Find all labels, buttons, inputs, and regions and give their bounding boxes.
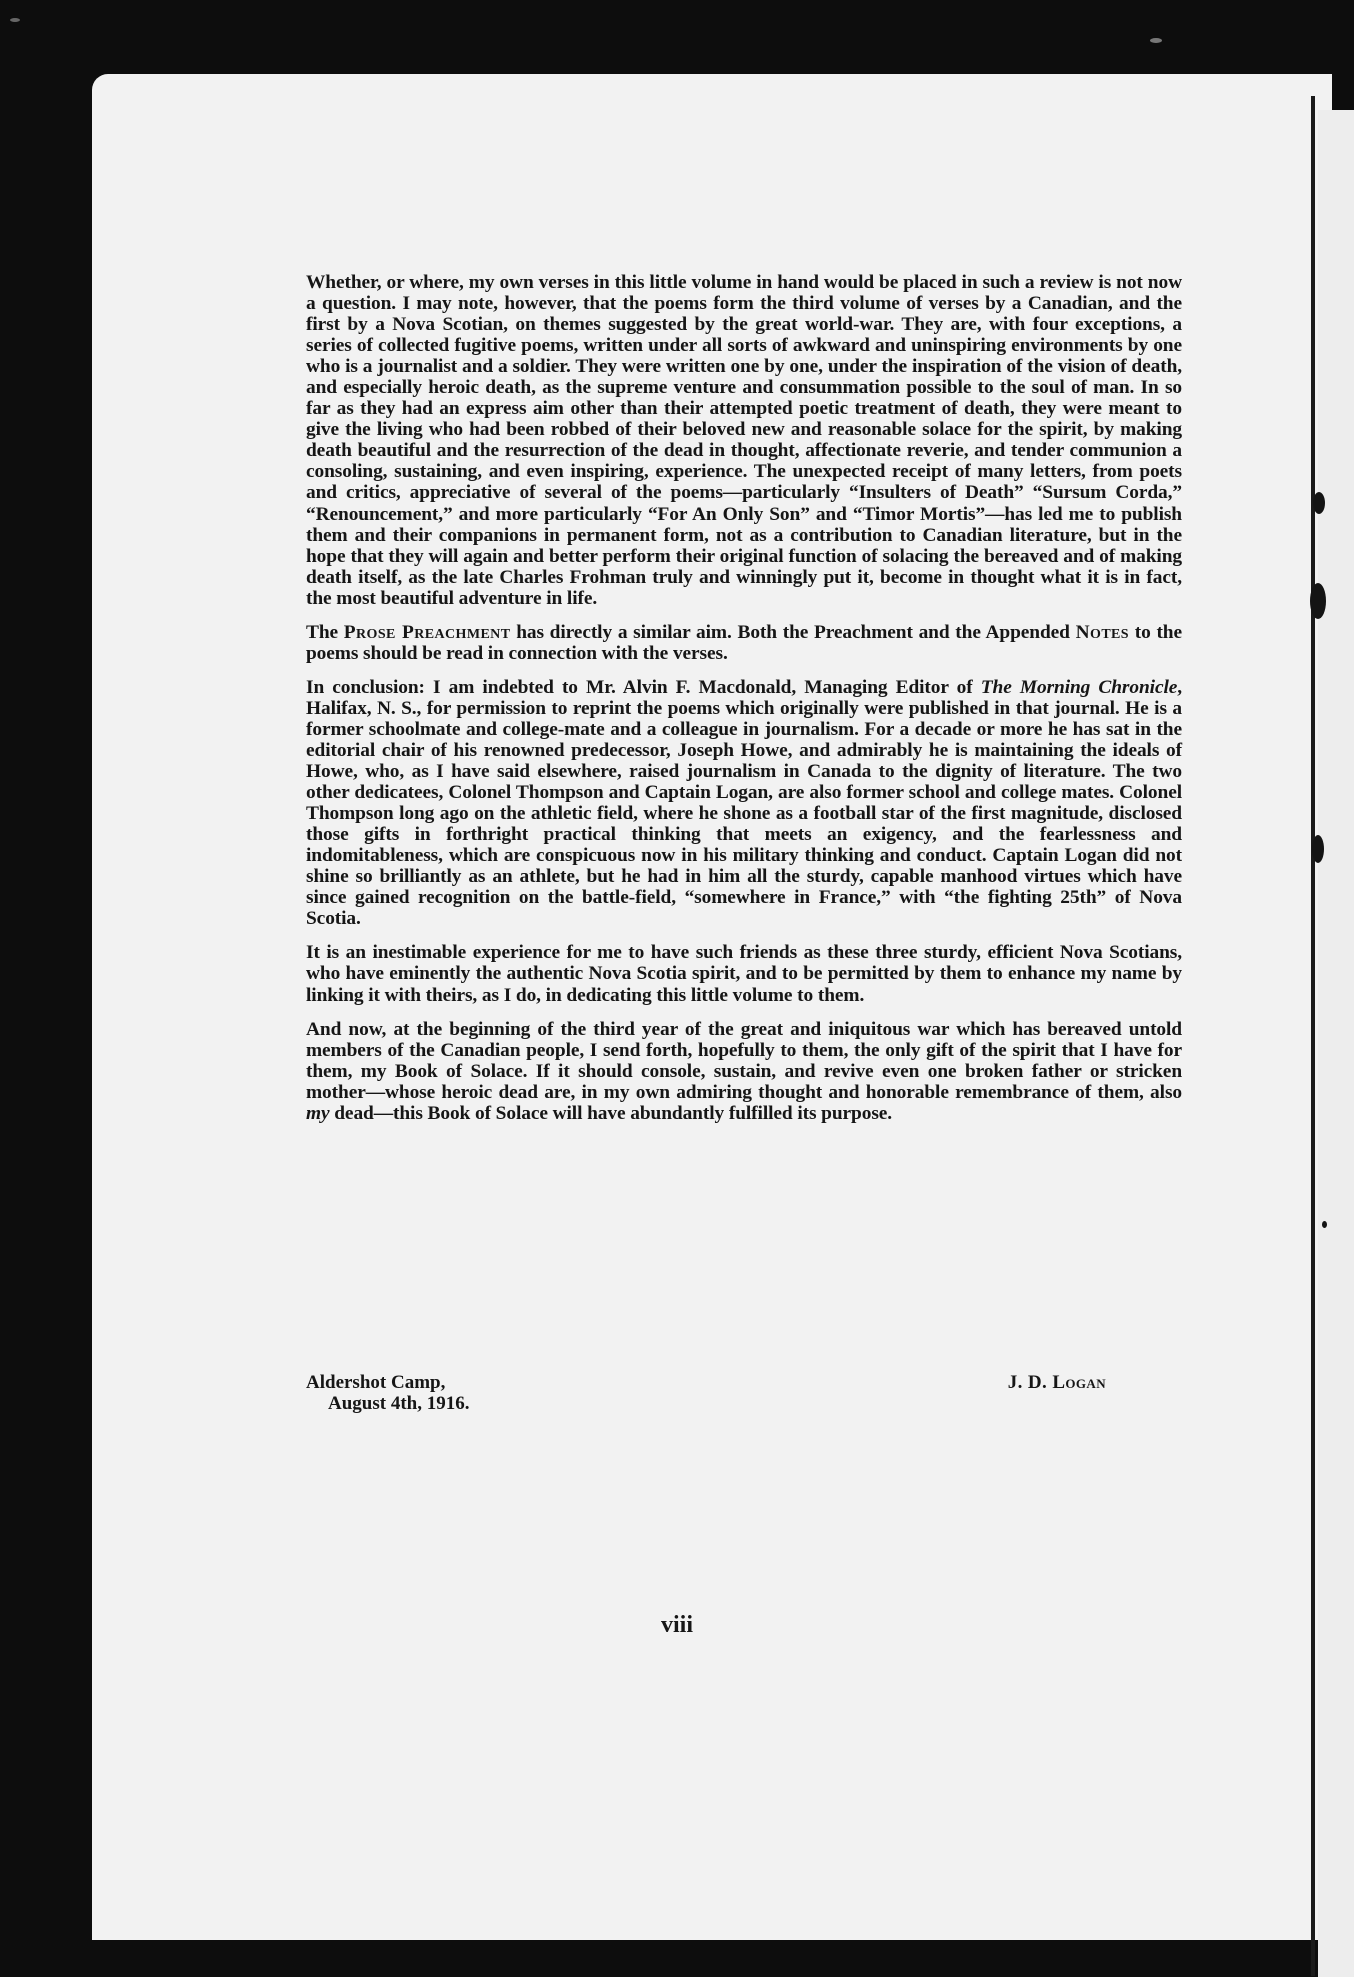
speck — [1150, 38, 1162, 43]
preface-text — [306, 272, 1182, 1124]
signature-place-date — [306, 1372, 469, 1414]
page-number: viii — [660, 1612, 693, 1638]
paragraph — [306, 622, 1182, 664]
italic-text: The Morning Chronicle — [980, 676, 1178, 698]
binding-hole-3 — [1312, 835, 1324, 863]
text-run: And now, at the beginning of the third year of the great and iniquitous war which has bereaved untold members of the Canadian people, I send forth, hopefully to them, the only gift of the spirit that I have for them, my Book of Solace. If it should console, sustain, and revive even one broken father or stricken mother—whose heroic dead are, in my own admiring thought and honorable remembrance of them, also — [306, 1018, 1182, 1103]
text-run: , Halifax, N. S., for permission to reprint the poems which originally were published in that journal. He is a former schoolmate and college-mate and a colleague in journalism. For a decade or more he has sat in the editorial chair of his renowned predecessor, Joseph Howe, and admirably he is maintaining the ideals of Howe, who, as I have said elsewhere, raised journalism in Canada to the dignity of literature. The two other dedicatees, Colonel Thompson and Captain Logan, are also former school and college mates. Colonel Thompson long ago on the athletic field, where he shone as a football star of the first magnitude, disclosed those gifts in forthright practical thinking that meets an exigency, and the fearlessness and indomitableness, which are conspicuous now in his military thinking and conduct. Captain Logan did not shine so brilliantly as an athlete, but he had in him all the sturdy, capable manhood virtues which have since gained recognition on the battle-field, “somewhere in France,” with “the fighting 25th” of Nova Scotia. — [306, 676, 1182, 930]
italic-text: my — [306, 1102, 330, 1124]
small-caps-text: Notes — [1075, 621, 1129, 643]
text-run: has directly a similar aim. Both the Preachment and the Appended — [510, 621, 1076, 643]
text-run: to the poems should be read in connection with the verses. — [306, 621, 1183, 664]
paragraph — [306, 1019, 1182, 1124]
text-run: It is an inestimable experience for me to have such friends as these three sturdy, efficient Nova Scotians, who have eminently the authentic Nova Scotia spirit, and to be permitted by them to enhance my name by linking it with theirs, as I do, in dedicating this little volume to them. — [306, 942, 1182, 1006]
text-run: The — [306, 621, 344, 643]
facing-page-edge — [1318, 110, 1354, 1977]
signature-author: J. D. Logan — [1007, 1372, 1106, 1393]
paragraph — [306, 272, 1182, 609]
paragraph — [306, 942, 1182, 1005]
binding-gutter — [1311, 96, 1315, 1976]
small-caps-text: Prose Preachment — [343, 621, 511, 643]
signature-place: Aldershot Camp, — [306, 1372, 446, 1393]
text-run: dead—this Book of Solace will have abundantly fulfilled its purpose. — [329, 1102, 893, 1124]
text-run: In conclusion: I am indebted to Mr. Alvin F. Macdonald, Managing Editor of — [306, 676, 981, 698]
signature-date: August 4th, 1916. — [328, 1393, 470, 1414]
speck — [10, 18, 20, 22]
speck — [1322, 1221, 1327, 1228]
text-run: Whether, or where, my own verses in this little volume in hand would be placed in such a review is not now a question. I may note, however, that the poems form the third volume of verses by a Canadian, and the first by a Nova Scotian, on themes suggested by the great world-war. They are, with four exceptions, a series of collected fugitive poems, written under all sorts of awkward and uninspiring environments by one who is a journalist and a soldier. They were written one by one, under the inspiration of the vision of death, and especially heroic death, as the supreme venture and consummation possible to the soul of man. In so far as they had an express aim other than their attempted poetic treatment of death, they were meant to give the living who had been robbed of their beloved new and reasonable solace for the spirit, by making death beautiful and the resurrection of the dead in thought, affectionate reverie, and tender communion a consoling, sustaining, and even inspiring, experience. The unexpected receipt of many letters, from poets and critics, appreciative of several of the poems—particularly “Insulters of Death” “Sursum Corda,” “Renouncement,” and more particularly “For An Only Son” and “Timor Mortis”—has led me to publish them and their companions in permanent form, not as a contribution to Canadian literature, but in the hope that they will again and better perform their original function of solacing the bereaved and of making death itself, as the late Charles Frohman truly and winningly put it, become in thought what it is in fact, the most beautiful adventure in life. — [306, 272, 1182, 609]
binding-hole-2 — [1310, 583, 1326, 619]
binding-hole-1 — [1313, 492, 1325, 514]
paragraph — [306, 677, 1182, 930]
